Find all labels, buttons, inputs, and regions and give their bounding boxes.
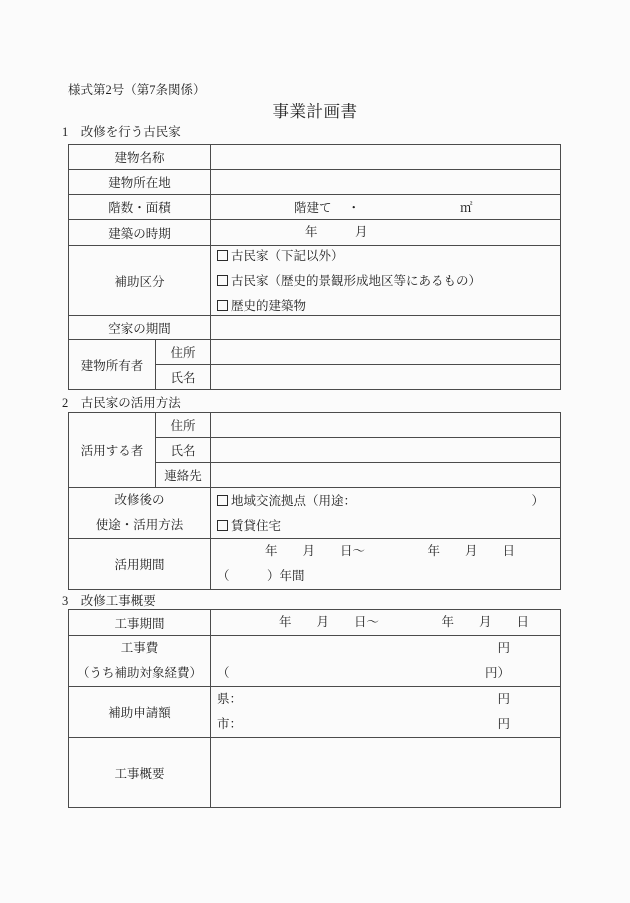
utilization-period-label: 活用期間: [69, 539, 211, 590]
user-contact-field: [211, 463, 561, 488]
user-address-label: 住所: [156, 413, 211, 438]
table-row: [69, 610, 561, 636]
subsidy-category-field: [211, 246, 561, 316]
work-cost-paren-unit: 円）: [485, 666, 511, 680]
usage-method-label-line1: 改修後の: [114, 493, 165, 507]
form-number-note: 様式第2号（第7条関係）: [68, 83, 206, 97]
table-row: [69, 220, 561, 246]
work-cost-label: [69, 636, 211, 687]
floors-unit-text: 階建て: [294, 201, 332, 215]
floors-separator-text: ・: [347, 201, 361, 215]
usage-method-label-line2: 使途・活用方法: [95, 518, 184, 532]
utilization-period-field: [211, 539, 561, 590]
user-contact-label: 連絡先: [156, 463, 211, 488]
usage-option-1: [217, 494, 554, 508]
checkbox-icon: [217, 520, 228, 531]
section-1-heading: 1 改修を行う古民家: [62, 125, 181, 139]
work-period-label: 工事期間: [69, 610, 211, 636]
building-name-field: [211, 145, 561, 170]
usage-option-2-label: 賃貸住宅: [231, 518, 282, 533]
built-period-field: [211, 220, 561, 246]
work-cost-unit: 円: [497, 641, 511, 655]
user-name-label: 氏名: [156, 438, 211, 463]
work-period-field: [211, 610, 561, 636]
work-period-placeholder: 年 月 日～ 年 月 日: [279, 615, 530, 629]
subsidy-option-2: [217, 274, 554, 288]
subsidy-amount-city-line: [217, 712, 554, 737]
subsidy-option-1: [217, 249, 554, 263]
subsidy-amount-pref-line: [217, 687, 554, 712]
owner-name-field: [211, 365, 561, 390]
work-cost-label-line1: 工事費: [120, 641, 159, 655]
usage-method-label: [69, 488, 211, 539]
floors-area-label: 階数・面積: [69, 195, 211, 220]
building-location-label: 建物所在地: [69, 170, 211, 195]
work-summary-label: 工事概要: [69, 738, 211, 808]
usage-option-1-close-paren: ）: [531, 493, 544, 508]
city-unit: 円: [497, 717, 511, 731]
checkbox-icon: [217, 250, 228, 261]
document-title: 事業計画書: [272, 102, 358, 121]
table-row: [69, 488, 561, 539]
table-row: [69, 145, 561, 170]
utilization-table: [68, 412, 561, 590]
vacancy-period-field: [211, 316, 561, 340]
table-row: [69, 340, 561, 365]
subsidy-amount-field: [211, 687, 561, 738]
section-2-heading: 2 古民家の活用方法: [62, 396, 181, 410]
usage-option-1-label: 地域交流拠点（用途：: [231, 493, 357, 508]
built-period-label: 建築の時期: [69, 220, 211, 246]
building-info-table: [68, 144, 561, 390]
built-period-placeholder: 年 月: [305, 225, 368, 239]
subsidy-option-3: [217, 299, 554, 313]
checkbox-icon: [217, 300, 228, 311]
table-row: [69, 195, 561, 220]
table-row: [69, 738, 561, 808]
subsidy-option-2-label: 古民家（歴史的景観形成地区等にあるもの）: [231, 273, 482, 288]
utilization-period-dates: 年 月 日～ 年 月 日: [265, 544, 516, 558]
construction-table: [68, 609, 561, 808]
owner-label: 建物所有者: [69, 340, 156, 390]
owner-name-label: 氏名: [156, 365, 211, 390]
checkbox-icon: [217, 275, 228, 286]
table-row: [69, 246, 561, 316]
user-label: 活用する者: [69, 413, 156, 488]
pref-unit: 円: [497, 692, 511, 706]
work-cost-label-line2: （うち補助対象経費）: [77, 666, 203, 680]
table-row: [69, 316, 561, 340]
building-location-field: [211, 170, 561, 195]
usage-method-field: [211, 488, 561, 539]
section-3-heading: 3 改修工事概要: [62, 594, 156, 608]
floors-area-field: [211, 195, 561, 220]
work-cost-field: [211, 636, 561, 687]
owner-address-label: 住所: [156, 340, 211, 365]
owner-address-field: [211, 340, 561, 365]
utilization-period-years: （ ）年間: [217, 569, 305, 583]
vacancy-period-label: 空家の期間: [69, 316, 211, 340]
work-cost-paren-open: （: [217, 666, 230, 680]
subsidy-amount-label: 補助申請額: [69, 687, 211, 738]
pref-label: 県：: [217, 692, 243, 706]
usage-option-2: [217, 519, 554, 533]
checkbox-icon: [217, 495, 228, 506]
work-cost-line2: [217, 661, 554, 686]
user-address-field: [211, 413, 561, 438]
table-row: [69, 539, 561, 590]
work-cost-line1: [217, 636, 554, 661]
subsidy-category-label: 補助区分: [69, 246, 211, 316]
city-label: 市：: [217, 717, 243, 731]
work-summary-field: [211, 738, 561, 808]
user-name-field: [211, 438, 561, 463]
table-row: [69, 687, 561, 738]
table-row: [69, 413, 561, 438]
table-row: [69, 636, 561, 687]
subsidy-option-1-label: 古民家（下記以外）: [231, 248, 344, 263]
area-unit-text: ㎡: [460, 201, 473, 215]
subsidy-option-3-label: 歴史的建築物: [231, 298, 307, 313]
table-row: [69, 170, 561, 195]
building-name-label: 建物名称: [69, 145, 211, 170]
